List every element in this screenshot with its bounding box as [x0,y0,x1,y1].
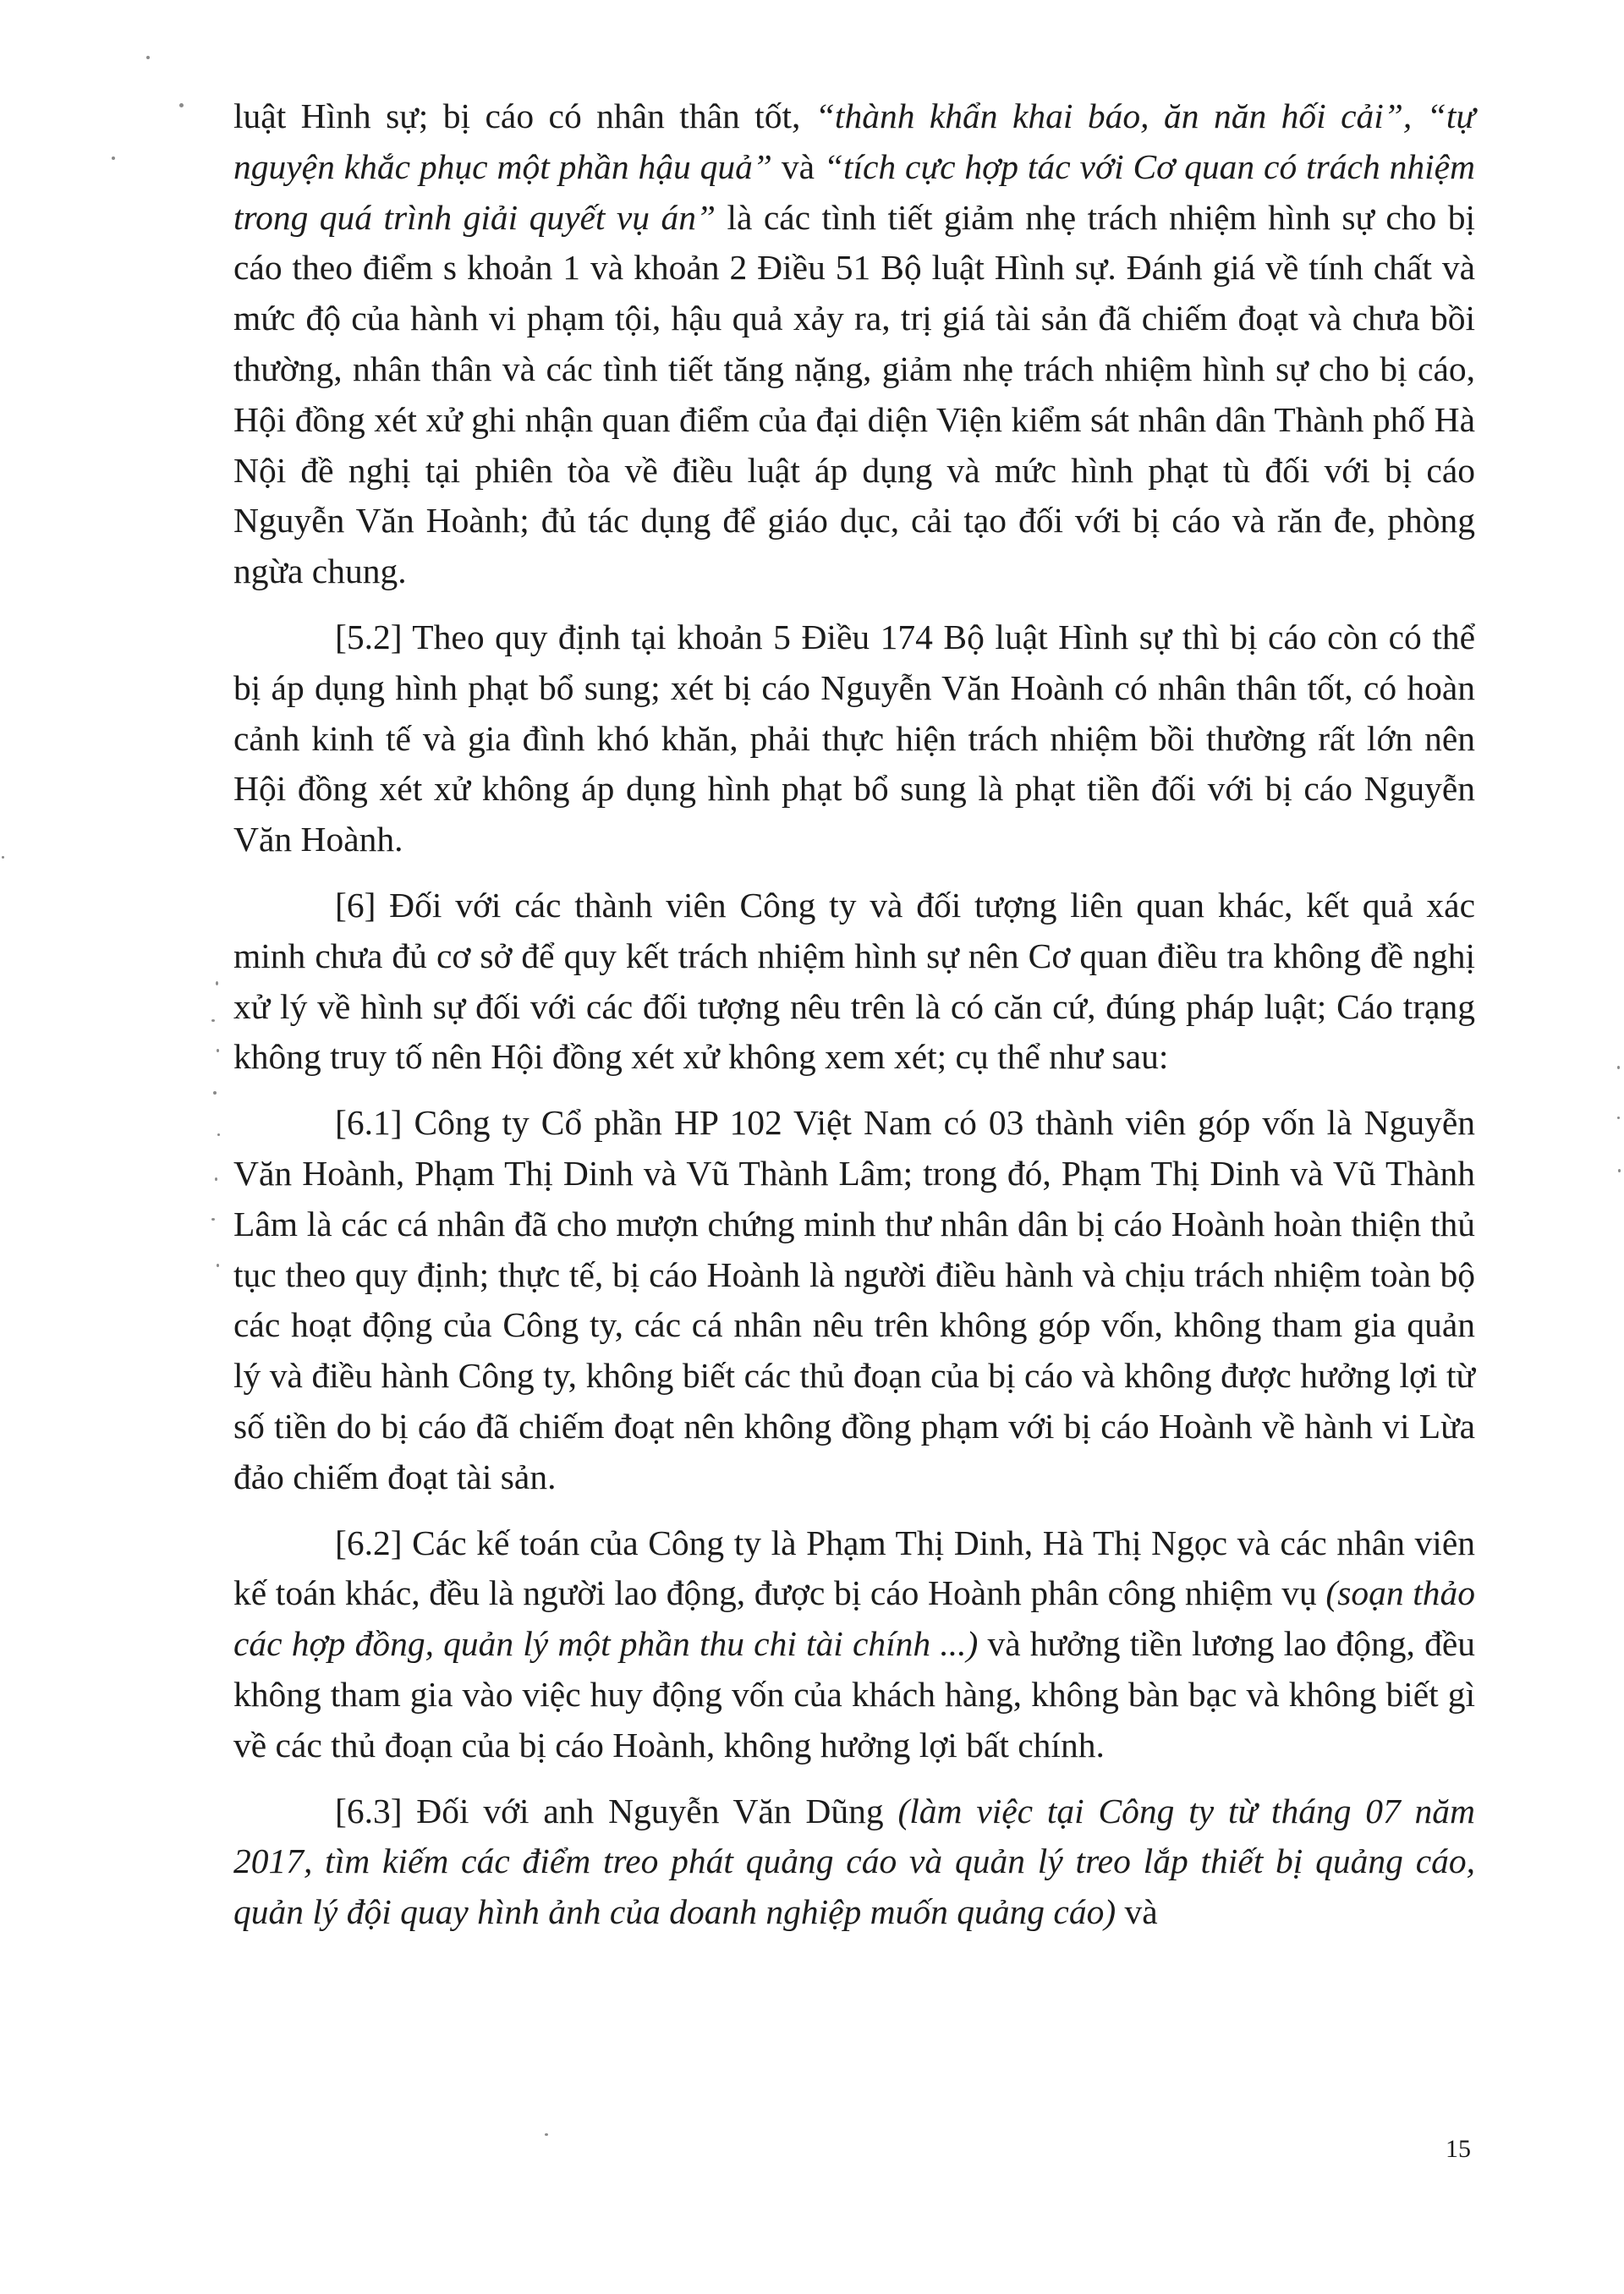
page-number: 15 [1446,2135,1471,2163]
document-body [233,91,1475,1953]
paragraph [233,1518,1475,1771]
scan-speck [215,1177,217,1181]
paragraph [233,1098,1475,1502]
scan-speck [211,1019,215,1022]
text-run: và hưởng tiền lương lao động, đều không tham gia vào việc huy động vốn của khách hàng, không bàn bạc và không biết gì về các thủ đoạn của bị cáo Hoành, không hưởng lợi bất chính. [233,1624,1475,1764]
scan-speck [217,1264,219,1267]
text-run: [6.1] Công ty Cổ phần HP 102 Việt Nam có 03 thành viên góp vốn là Nguyễn Văn Hoành, Phạm Thị Dinh và Vũ Thành Lâm; trong đó, Phạm Thị Dinh và Vũ Thành Lâm là các cá nhân đã cho mượn chứng minh thư nhân dân bị cáo Hoành hoàn thiện thủ tục theo quy định; thực tế, bị cáo Hoành là người điều hành và chịu trách nhiệm toàn bộ các hoạt động của Công ty, các cá nhân nêu trên không góp vốn, không tham gia quản lý và điều hành Công ty, không biết các thủ đoạn của bị cáo và không được hưởng lợi từ số tiền do bị cáo đã chiếm đoạt nên không đồng phạm với bị cáo Hoành về hành vi Lừa đảo chiếm đoạt tài sản. [233,1103,1475,1496]
italic-text-run: (làm việc tại Công ty từ tháng 07 năm 2017, tìm kiếm các điểm treo phát quảng cáo và quản lý treo lắp thiết bị quảng cáo, quản lý đội quay hình ảnh của doanh nghiệp muốn quảng cáo) [233,1791,1475,1932]
paragraph [233,91,1475,597]
text-run: [5.2] Theo quy định tại khoản 5 Điều 174 Bộ luật Hình sự thì bị cáo còn có thể bị áp dụng hình phạt bổ sung; xét bị cáo Nguyễn Văn Hoành có nhân thân tốt, có hoàn cảnh kinh tế và gia đình khó khăn, phải thực hiện trách nhiệm bồi thường rất lớn nên Hội đồng xét xử không áp dụng hình phạt bổ sung là phạt tiền đối với bị cáo Nguyễn Văn Hoành. [233,617,1475,859]
scan-speck [545,2133,548,2136]
scan-speck [217,1049,219,1052]
scan-speck [1617,1117,1620,1119]
paragraph [233,1786,1475,1938]
italic-text-run: (soạn thảo các hợp đồng, quản lý một phần thu chi tài chính ...) [233,1573,1475,1664]
text-run: luật Hình sự; bị cáo có nhân thân tốt, [233,96,815,135]
scan-speck [1617,1066,1620,1069]
italic-text-run: “thành khẩn khai báo, ăn năn hối cải”, “tự nguyện khắc phục một phần hậu quả” [233,96,1475,186]
scan-speck [146,56,150,59]
scan-speck [2,856,4,859]
scan-speck [217,1133,220,1136]
scan-speck [179,103,184,107]
scan-speck [216,981,218,985]
scan-speck [213,1091,217,1095]
text-run: [6.3] Đối với anh Nguyễn Văn Dũng [335,1791,898,1830]
text-run: [6.2] Các kế toán của Công ty là Phạm Thị Dinh, Hà Thị Ngọc và các nhân viên kế toán khác, đều là người lao động, được bị cáo Hoành phân công nhiệm vụ [233,1523,1475,1613]
scan-speck [211,1218,215,1221]
text-run: và [1116,1892,1158,1932]
paragraph [233,881,1475,1083]
text-run: và [771,146,824,186]
scan-speck [112,156,115,160]
scan-speck [1618,1169,1621,1172]
text-run: là các tình tiết giảm nhẹ trách nhiệm hình sự cho bị cáo theo điểm s khoản 1 và khoản 2 Điều 51 Bộ luật Hình sự. Đánh giá về tính chất và mức độ của hành vi phạm tội, hậu quả xảy ra, trị giá tài sản đã chiếm đoạt và chưa bồi thường, nhân thân và các tình tiết tăng nặng, giảm nhẹ trách nhiệm hình sự cho bị cáo, Hội đồng xét xử ghi nhận quan điểm của đại diện Viện kiểm sát nhân dân Thành phố Hà Nội đề nghị tại phiên tòa về điều luật áp dụng và mức hình phạt tù đối với bị cáo Nguyễn Văn Hoành; đủ tác dụng để giáo dục, cải tạo đối với bị cáo và răn đe, phòng ngừa chung. [233,197,1475,591]
paragraph [233,612,1475,865]
text-run: [6] Đối với các thành viên Công ty và đối tượng liên quan khác, kết quả xác minh chưa đủ cơ sở để quy kết trách nhiệm hình sự nên Cơ quan điều tra không đề nghị xử lý về hình sự đối với các đối tượng nêu trên là có căn cứ, đúng pháp luật; Cáo trạng không truy tố nên Hội đồng xét xử không xem xét; cụ thể như sau: [233,885,1475,1077]
italic-text-run: “tích cực hợp tác với Cơ quan có trách nhiệm trong quá trình giải quyết vụ án” [233,146,1475,237]
